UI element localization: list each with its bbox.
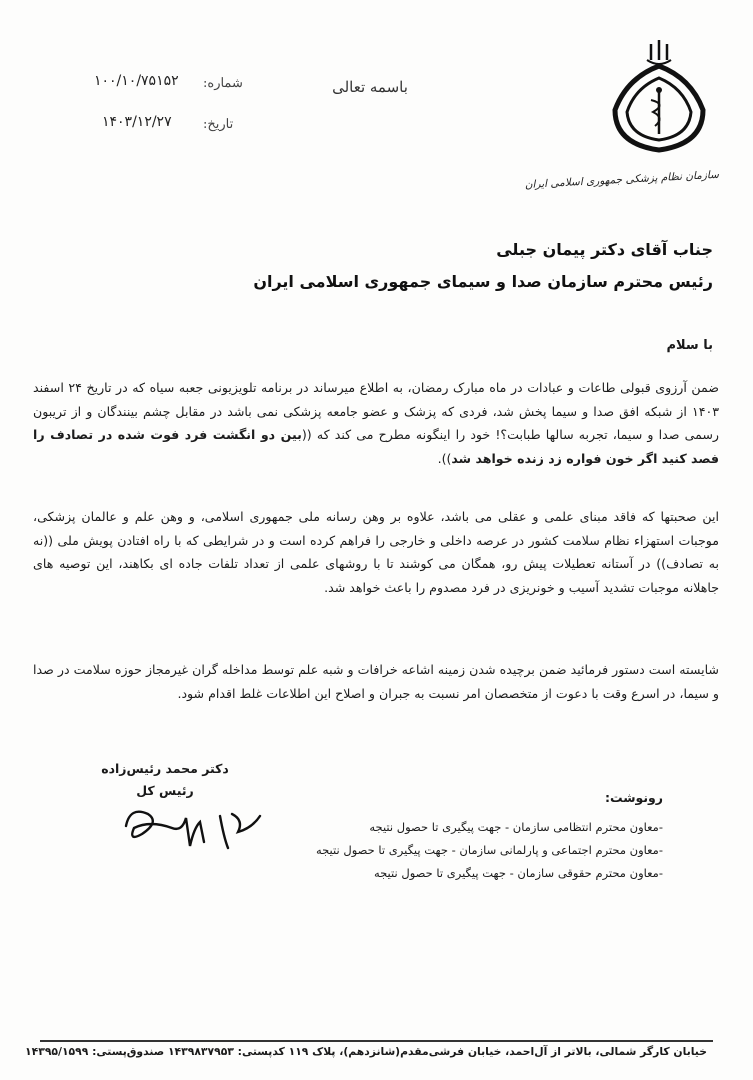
cc-item: -معاون محترم حقوقی سازمان - جهت پیگیری تا حصول نتیجه — [373, 866, 663, 880]
signatory-name: دکتر محمد رئیس‌زاده — [101, 761, 229, 776]
number-label: شماره: — [203, 76, 243, 91]
footer-cut-off-line — [100, 1068, 653, 1080]
salutation: با سلام — [666, 338, 713, 353]
body-paragraph-2: این صحبتها که فاقد مبنای علمی و عقلی می باشد، علاوه بر وهن رسانه ملی جمهوری اسلامی، و وهن علم و عالمان پزشکی، موجبات استهزاء نظام سلامت کشور در عرصه داخلی و خارجی را فراهم کرده است و در شرایطی که با راه افتادن پویش ملی ((نه به تصادف)) در آستانه تعطیلات پیش رو، همگان می کوشند تا با روشهای علمی از تعداد تلفات جاده ای بکاهند، این توصیه های جاهلانه موجبات تشدید آسیب و خونریزی در فرد مصدوم را باعث خواهد شد. — [33, 509, 719, 595]
date-label: تاریخ: — [203, 117, 234, 132]
addressee-title: رئیس محترم سازمان صدا و سیمای جمهوری اسلامی ایران — [253, 272, 713, 291]
medical-council-emblem-icon — [599, 38, 719, 153]
date-value: ۱۴۰۳/۱۲/۲۷ — [102, 114, 172, 130]
cc-item: -معاون محترم اجتماعی و پارلمانی سازمان - جهت پیگیری تا حصول نتیجه — [315, 843, 663, 857]
basmala-heading: باسمه تعالی — [332, 78, 408, 96]
handwritten-signature-icon — [120, 798, 270, 858]
body-paragraph-1 — [33, 376, 719, 470]
signatory-title: رئیس کل — [136, 783, 194, 798]
cc-title: رونوشت: — [604, 790, 663, 805]
paragraph-1-quote: بین دو انگشت فرد فوت شده در تصادف را فصد کنید اگر خون فواره زد زنده خواهد شد — [33, 427, 719, 466]
paragraph-1-text: ضمن آرزوی قبولی طاعات و عبادات در ماه مبارک رمضان، به اطلاع میرساند در برنامه تلویزیونی جعبه سیاه که در تاریخ ۲۴ اسفند ۱۴۰۳ از شبکه افق صدا و سیما پخش شد، فردی که پزشک و عضو جامعه پزشکی نمی باشد در مقابل چشم بینندگان و از تریبون رسمی صدا و سیما، تجربه سالها طبابت؟! خود را اینگونه مطرح می کند که (( — [33, 380, 719, 442]
paragraph-1-end: )). — [437, 450, 452, 466]
footer-address: خیابان کارگر شمالی، بالاتر از آل‌احمد، خیابان فرشی‌مقدم(شانزدهم)، پلاک ۱۱۹ کدپستی: ۱۴۳۹۸۳۷۹۵۳ صندوق‌پستی: ۱۴۳۹۵/۱۵۹۹ — [25, 1045, 707, 1058]
footer-divider — [40, 1040, 713, 1042]
cc-item: -معاون محترم انتظامی سازمان - جهت پیگیری تا حصول نتیجه — [369, 820, 663, 834]
addressee-name: جناب آقای دکتر پیمان جبلی — [496, 240, 713, 259]
logo-caption: سازمان نظام پزشکی جمهوری اسلامی ایران — [524, 168, 720, 191]
body-paragraph-3: شایسته است دستور فرمائید ضمن برچیده شدن زمینه اشاعه خرافات و شبه علم توسط مداخله گران غیرمجاز حوزه سلامت در صدا و سیما، در اسرع وقت با دعوت از متخصصان امر نسبت به جبران و اصلاح این اطلاعات غلط اقدام شود. — [33, 662, 719, 701]
organization-logo — [524, 38, 720, 191]
number-value: ۱۰۰/۱۰/۷۵۱۵۲ — [94, 73, 179, 89]
